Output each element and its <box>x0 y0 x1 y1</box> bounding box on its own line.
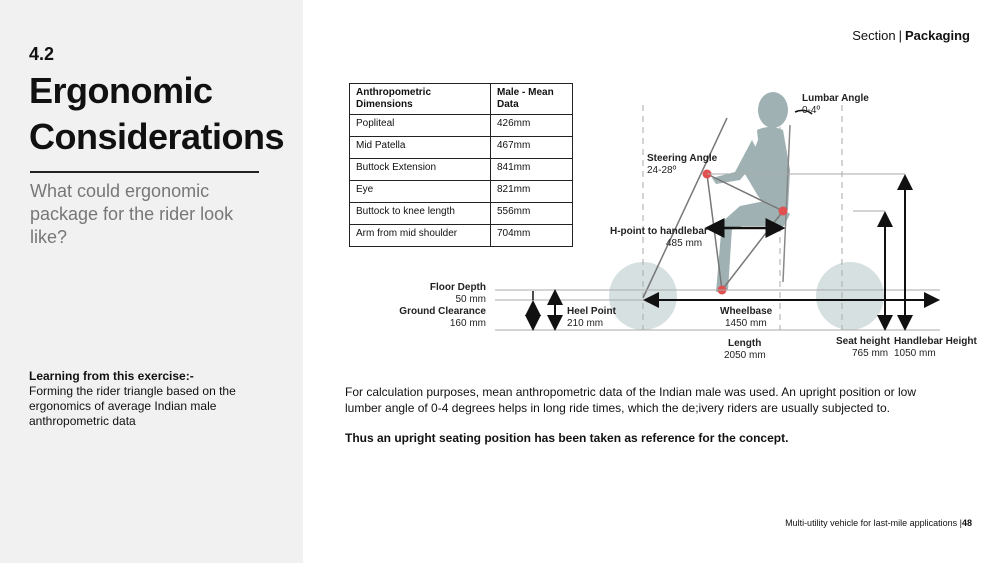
header-separator: | <box>898 28 902 43</box>
section-name: Packaging <box>904 28 970 43</box>
table-cell: Buttock Extension <box>350 159 491 181</box>
seat-height-label: Seat height <box>836 336 890 347</box>
table-header-cell: Male - Mean Data <box>491 84 573 115</box>
table-cell: 556mm <box>491 203 573 225</box>
learning-text: Forming the rider triangle based on the ergonomics of average Indian male anthropometric data <box>29 384 236 428</box>
steering-angle-value: 24-28º <box>647 165 677 176</box>
lumbar-angle-value: 0-4º <box>802 105 821 116</box>
footer <box>785 518 972 528</box>
ground-clearance-label: Ground Clearance <box>399 306 486 317</box>
table-cell: 467mm <box>491 137 573 159</box>
hpoint-label: H-point to handlebar <box>610 226 708 237</box>
conclusion-text: Thus an upright seating position has been taken as reference for the concept. <box>345 431 789 445</box>
table-cell: Mid Patella <box>350 137 491 159</box>
section-label: Section <box>852 28 896 43</box>
table-cell: 426mm <box>491 115 573 137</box>
footer-separator: | <box>959 518 962 528</box>
floor-depth-value: 50 mm <box>455 294 486 305</box>
learning-heading: Learning from this exercise:- <box>29 369 194 383</box>
table-cell: Buttock to knee length <box>350 203 491 225</box>
heel-point-label: Heel Point <box>567 306 616 317</box>
section-number: 4.2 <box>29 44 55 64</box>
length-label: Length <box>728 338 762 349</box>
footer-text: Multi-utility vehicle for last-mile applications <box>785 518 958 528</box>
rider-figure <box>712 92 790 292</box>
handlebar-height-label: Handlebar Height <box>894 336 977 347</box>
title-line-1: Ergonomic <box>29 70 213 111</box>
wheelbase-value: 1450 mm <box>725 318 767 329</box>
table-cell: Popliteal <box>350 115 491 137</box>
handlebar-height-value: 1050 mm <box>894 348 936 359</box>
table-cell: 821mm <box>491 181 573 203</box>
table-cell: Eye <box>350 181 491 203</box>
body-paragraph: For calculation purposes, mean anthropometric data of the Indian male was used. An upright position or low lumber angle of 0-4 degrees helps in long ride times, which the de;ivery riders are usually subjected to. <box>345 385 916 415</box>
steering-angle-label: Steering Angle <box>647 153 718 164</box>
seat-height-value: 765 mm <box>852 348 889 359</box>
table-cell: 841mm <box>491 159 573 181</box>
ground-clearance-value: 160 mm <box>449 318 486 329</box>
subtitle: What could ergonomic package for the rider look like? <box>30 181 234 247</box>
table-cell: Arm from mid shoulder <box>350 225 491 247</box>
steering-line <box>643 118 727 298</box>
table-header-cell: Anthropometric Dimensions <box>350 84 491 115</box>
page-number: 48 <box>961 518 972 528</box>
hpoint-value: 485 mm <box>666 238 703 249</box>
wheelbase-label: Wheelbase <box>720 306 773 317</box>
floor-depth-label: Floor Depth <box>429 282 486 293</box>
h-point <box>779 207 788 216</box>
length-value: 2050 mm <box>724 350 766 361</box>
heel-point-value: 210 mm <box>567 318 604 329</box>
table-cell: 704mm <box>491 225 573 247</box>
rear-wheel <box>816 262 884 330</box>
lumbar-angle-label: Lumbar Angle <box>802 93 869 104</box>
title-line-2: Considerations <box>29 116 285 157</box>
